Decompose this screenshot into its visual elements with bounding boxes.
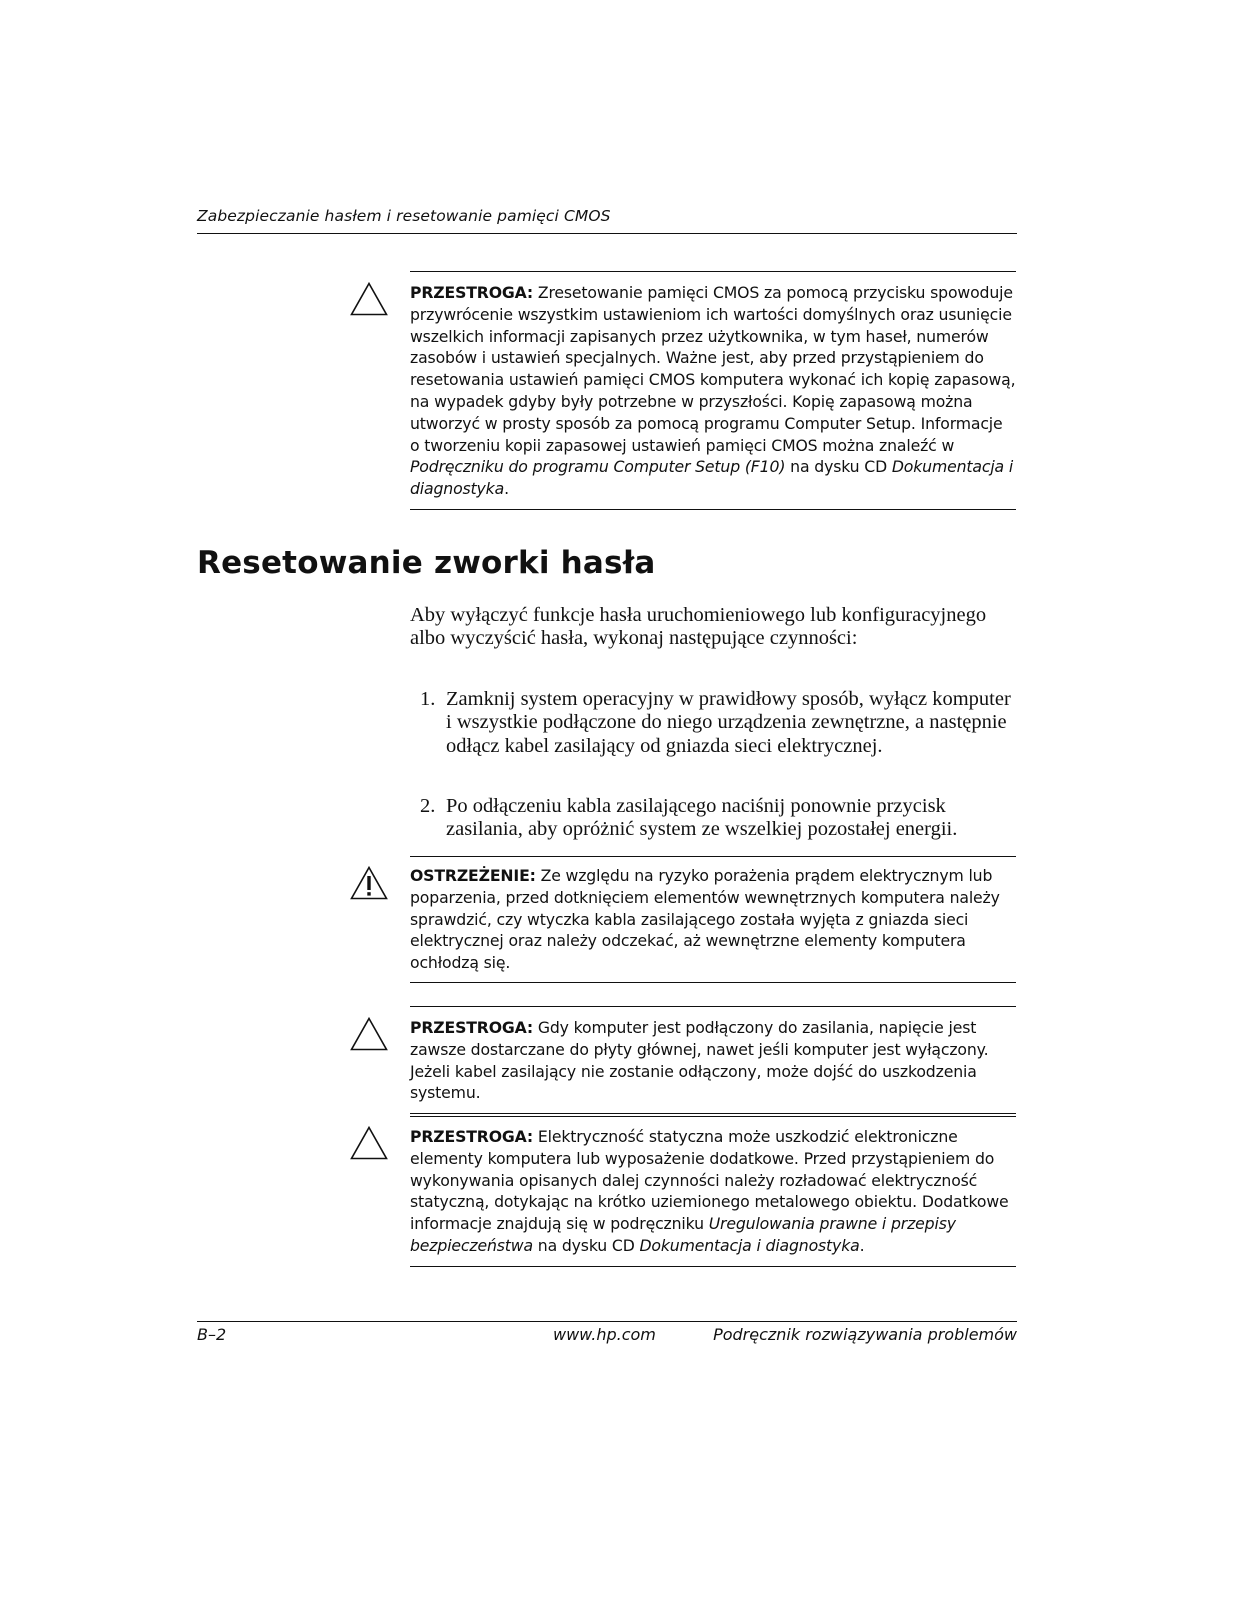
notice-body: Gdy komputer jest podłączony do zasilania, napięcie jest zawsze dostarczane do płyty głównej, nawet jeśli komputer jest wyłączony. Jeżeli kabel zasilający nie zostanie odłączony, może dojść do uszkodzenia systemu. (410, 1018, 989, 1103)
caution-notice (410, 1116, 1016, 1267)
caution-triangle-icon (350, 1017, 388, 1051)
notice-body: Ze względu na ryzyko porażenia prądem elektrycznym lub poparzenia, przed dotknięciem elementów wewnętrznych komputera należy sprawdzić, czy wtyczka kabla zasilającego została wyjęta z gniazda sieci elektrycznej oraz należy odczekać, aż wewnętrzne elementy komputera ochłodzą się. (410, 866, 1000, 973)
notice-body: na dysku CD (532, 1235, 640, 1255)
step-text: Po odłączeniu kabla zasilającego naciśnij ponownie przycisk zasilania, aby opróżnić system ze wszelkiej pozostałej energii. (446, 795, 958, 841)
page-number: B–2 (197, 1325, 227, 1344)
notice-label: PRZESTROGA: (410, 1127, 534, 1146)
manual-reference: Podręczniku do programu Computer Setup (F10) (410, 457, 786, 477)
step-text: Zamknij system operacyjny w prawidłowy sposób, wyłącz komputer i wszystkie podłączone do niego urządzenia zewnętrzne, a następnie odłącz kabel zasilający od gniazda sieci elektrycznej. (446, 688, 1011, 757)
notice-body: Elektryczność statyczna może uszkodzić elektroniczne elementy komputera lub wyposażenie dodatkowe. Przed przystąpieniem do wykonywania opisanych dalej czynności należy rozładować elektryczność statyczną, dotykając na krótko uziemionego metalowego obiektu. Dodatkowe informacje znajdują się w podręczniku (410, 1127, 1009, 1234)
notice-body: . (504, 479, 509, 499)
notice-label: PRZESTROGA: (410, 1018, 534, 1037)
notice-label: OSTRZEŻENIE: (410, 866, 536, 885)
manual-reference: Uregulowania prawne i przepisy bezpieczeństwa (410, 1214, 956, 1255)
section-intro: Aby wyłączyć funkcje hasła uruchomieniowego lub konfiguracyjnego albo wyczyścić hasła, wykonaj następujące czynności: (410, 604, 987, 650)
notice-body: Zresetowanie pamięci CMOS za pomocą przycisku spowoduje przywrócenie wszystkim ustawieniom ich wartości domyślnych oraz usunięcie wszelkich informacji zapisanych przez użytkownika, w tym haseł, numerów zasobów i ustawień specjalnych. Ważne jest, aby przed przystąpieniem do resetowania ustawień pamięci CMOS komputera wykonać ich kopię zapasową, na wypadek gdyby były potrzebne w przyszłości. Kopię zapasową można utworzyć w prosty sposób za pomocą programu Computer Setup. Informacje o tworzeniu kopii zapasowej ustawień pamięci CMOS można znaleźć w (410, 283, 1016, 455)
header-rule (197, 233, 1017, 234)
notice-text (410, 1126, 1016, 1257)
footer-rule (197, 1321, 1017, 1322)
cd-reference: Dokumentacja i diagnostyka (639, 1235, 860, 1255)
notice-body: . (859, 1235, 865, 1255)
caution-triangle-icon (350, 282, 388, 316)
running-header: Zabezpieczanie hasłem i resetowanie pamięci CMOS (197, 207, 611, 225)
notice-label: PRZESTROGA: (410, 283, 534, 302)
caution-notice (410, 1006, 1016, 1114)
cd-reference: Dokumentacja i diagnostyka (410, 457, 1014, 499)
step-number: 1. (420, 688, 436, 710)
notice-text (410, 282, 1016, 500)
warning-notice (410, 856, 1016, 983)
notice-body: na dysku CD (785, 457, 892, 477)
step-number: 2. (420, 795, 436, 817)
notice-text (410, 865, 1016, 974)
caution-triangle-icon (350, 1126, 388, 1160)
caution-notice (410, 271, 1016, 510)
warning-exclamation-icon (350, 866, 388, 900)
section-title: Resetowanie zworki hasła (197, 545, 656, 581)
notice-text (410, 1017, 1016, 1104)
footer-book-title: Podręcznik rozwiązywania problemów (713, 1325, 1017, 1344)
footer-url: www.hp.com (553, 1325, 656, 1344)
